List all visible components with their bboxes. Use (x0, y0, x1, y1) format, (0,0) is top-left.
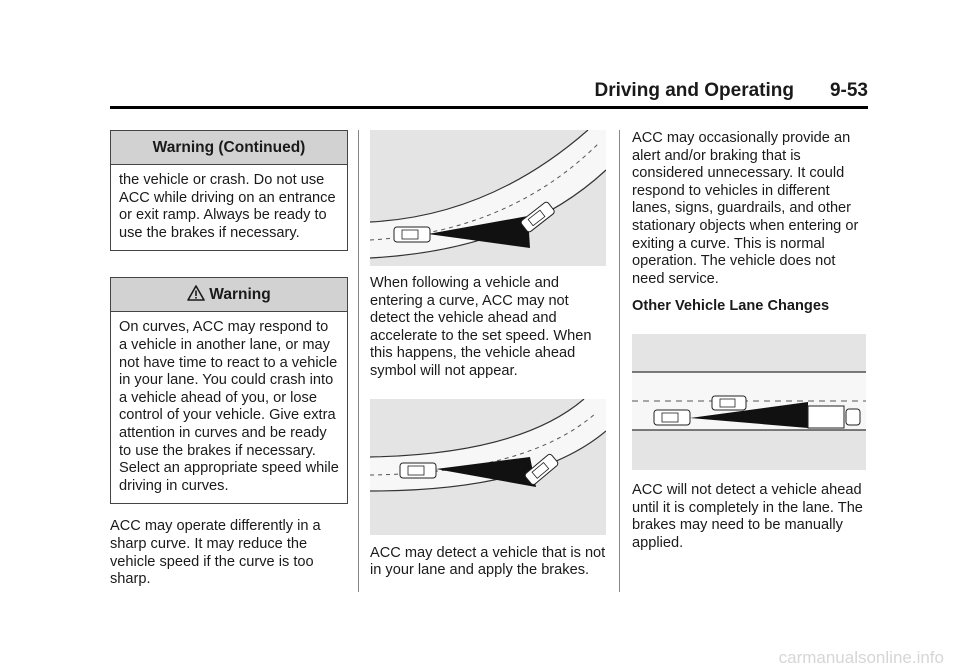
warning-curves-body: On curves, ACC may respond to a vehicle in another lane, or may not have time to react to a vehicle in your lane. You could crash into a vehicle ahead of you, or lose control of your vehicle. Give extra attention in curves and be ready to use the brakes if necessary. Select an appropriate speed while driving in curves. (119, 319, 339, 494)
section-title: Driving and Operating (594, 80, 794, 101)
warning-continued-body: the vehicle or crash. Do not use ACC while driving on an entrance or exit ramp. Always be ready to use the brakes if necessary. (119, 172, 336, 241)
warning-curves-header (111, 278, 347, 312)
figure-2-caption: ACC may detect a vehicle that is not in your lane and apply the brakes. (370, 544, 606, 579)
footer-watermark: carmanualsonline.info (778, 648, 944, 667)
middle-column (370, 130, 606, 580)
lane-change-caption: ACC will not detect a vehicle ahead until it is completely in the lane. The brakes may need to be manually applied. (632, 481, 863, 551)
own-vehicle-icon (394, 227, 430, 242)
right-column (632, 130, 866, 552)
column-divider-2 (619, 130, 620, 592)
own-vehicle-icon (400, 463, 436, 478)
curve-paragraph: ACC may operate differently in a sharp curve. It may reduce the vehicle speed if the curve is too sharp. (110, 518, 321, 588)
warning-curves-box (110, 277, 348, 504)
warning-continued-box (110, 130, 348, 251)
lane-changes-subheading: Other Vehicle Lane Changes (632, 298, 830, 315)
warning-curves-title: Warning (209, 286, 271, 304)
figure-lane-change (632, 334, 866, 470)
own-vehicle-icon (654, 410, 690, 425)
column-divider-1 (358, 130, 359, 592)
merging-vehicle-icon (712, 396, 746, 410)
truck-ahead-icon (808, 406, 860, 428)
left-column (110, 130, 348, 589)
figure-curve-other-lane (370, 399, 606, 535)
page-number: 9-53 (829, 80, 868, 101)
warning-continued-title: Warning (Continued) (111, 131, 347, 165)
warning-triangle-icon (187, 280, 205, 313)
page-header (110, 80, 868, 109)
figure-1-caption: When following a vehicle and entering a curve, ACC may not detect the vehicle ahead and accelerate to the set speed. When this happens, the vehicle ahead symbol will not appear. (370, 275, 592, 379)
figure-curve-following (370, 130, 606, 266)
unnecessary-alert-paragraph: ACC may occasionally provide an alert and/or braking that is considered unnecessary. It could respond to vehicles in different lanes, signs, guardrails, and other stationary objects when entering or exiting a curve. This is normal operation. The vehicle does not need service. (632, 130, 859, 287)
